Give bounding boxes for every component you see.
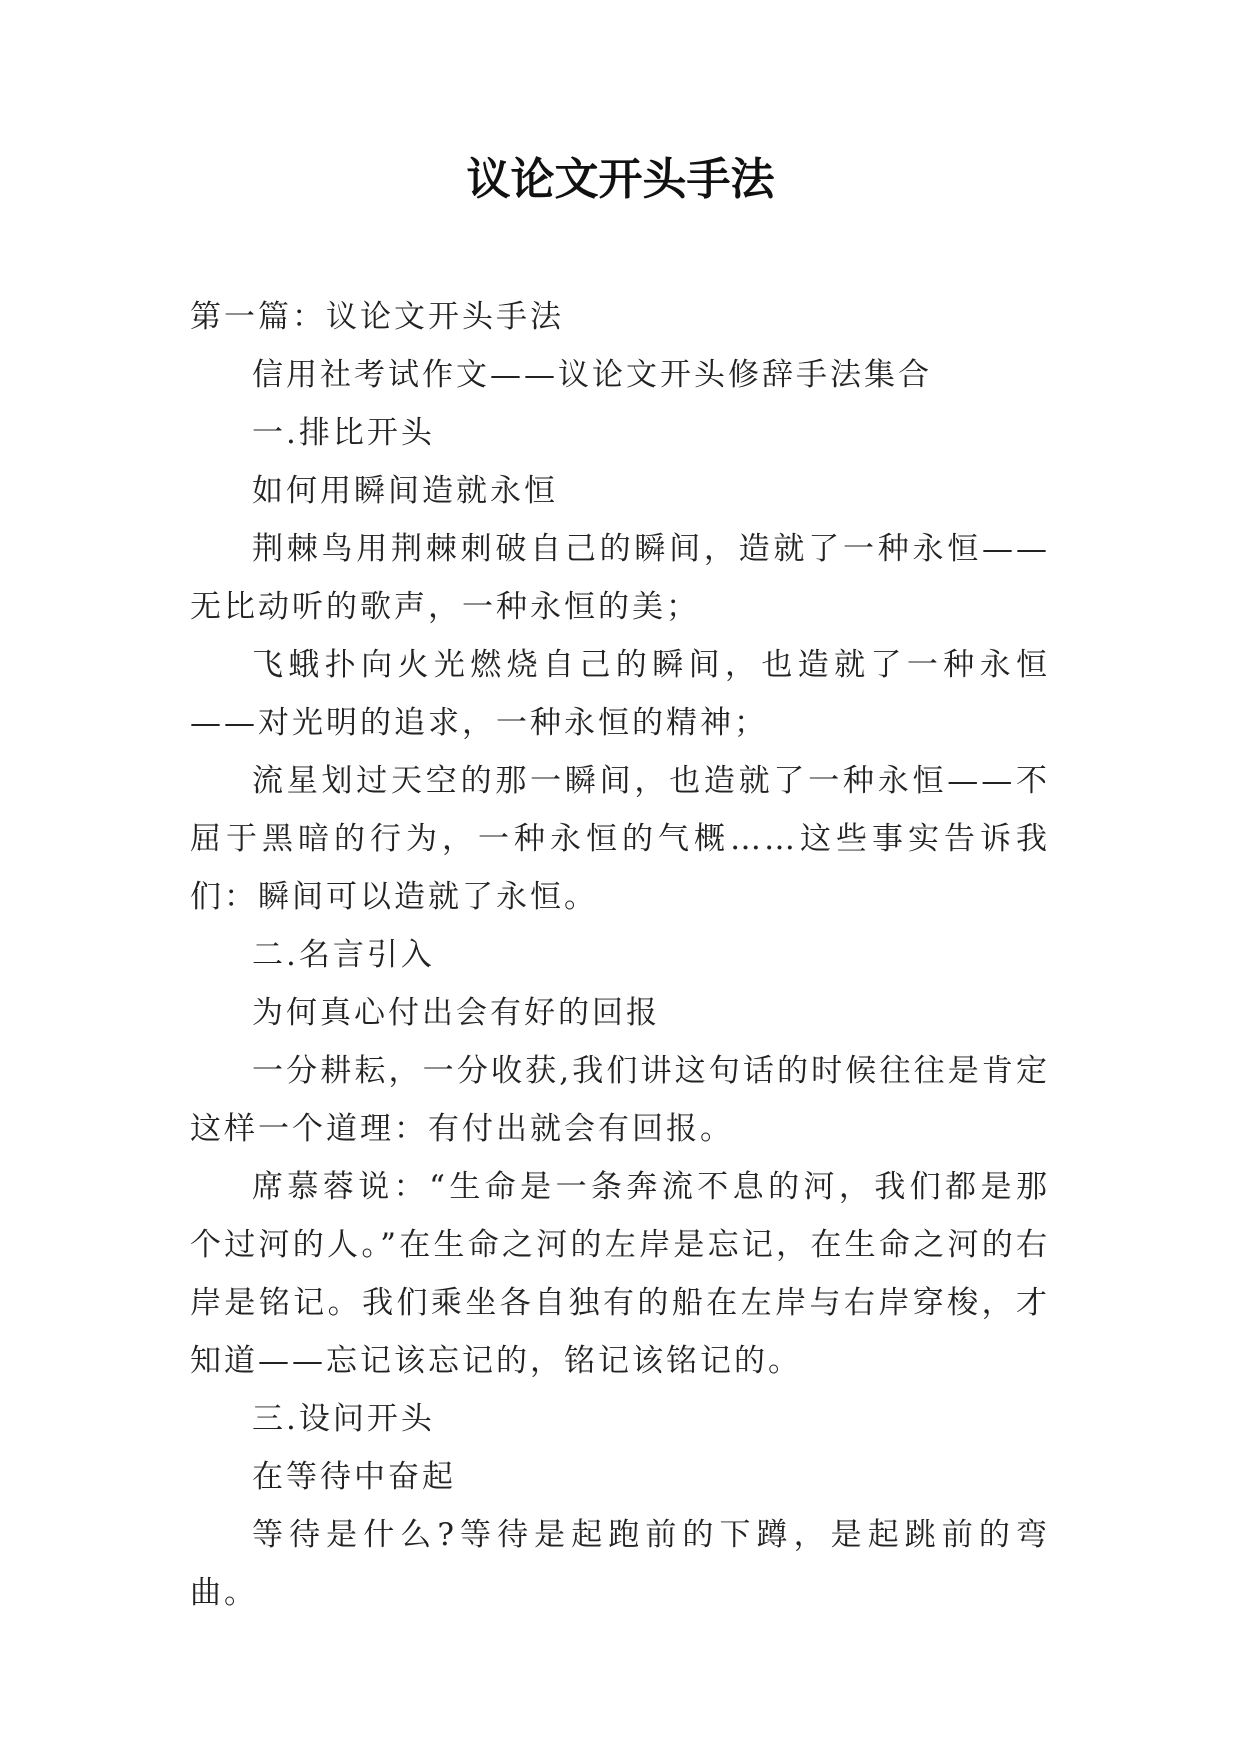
document-title: 议论文开头手法 <box>466 154 775 205</box>
example-title: 如何用瞬间造就永恒 <box>252 473 558 509</box>
paragraph-subtitle: 信用社考试作文——议论文开头修辞手法集合 <box>252 357 932 393</box>
paragraph: 等待是什么?等待是起跑前的下蹲，是起跳前的弯曲。 <box>190 1517 1050 1611</box>
paragraph: 席慕蓉说：“生命是一条奔流不息的河，我们都是那个过河的人。”在生命之河的左岸是忘记，在生命之河的右岸是铭记。我们乘坐各自独有的船在左岸与右岸穿梭，才知道——忘记该忘记的，铭记该铭记的。 <box>190 1169 1050 1379</box>
example-title: 为何真心付出会有好的回报 <box>252 995 660 1031</box>
section-heading-quotation: 二.名言引入 <box>252 937 435 973</box>
paragraph: 飞蛾扑向火光燃烧自己的瞬间，也造就了一种永恒——对光明的追求，一种永恒的精神； <box>190 647 1050 741</box>
paragraph-chapter-heading: 第一篇：议论文开头手法 <box>190 299 564 335</box>
section-heading-parallelism: 一.排比开头 <box>252 415 435 451</box>
document-body <box>190 288 1050 1622</box>
paragraph: 一分耕耘，一分收获,我们讲这句话的时候往往是肯定这样一个道理：有付出就会有回报。 <box>190 1053 1050 1147</box>
paragraph: 流星划过天空的那一瞬间，也造就了一种永恒——不屈于黑暗的行为，一种永恒的气概……这些事实告诉我们：瞬间可以造就了永恒。 <box>190 763 1050 915</box>
paragraph: 荆棘鸟用荆棘刺破自己的瞬间，造就了一种永恒——无比动听的歌声，一种永恒的美； <box>190 531 1050 625</box>
section-heading-rhetorical-question: 三.设问开头 <box>252 1401 435 1437</box>
example-title: 在等待中奋起 <box>252 1459 456 1495</box>
